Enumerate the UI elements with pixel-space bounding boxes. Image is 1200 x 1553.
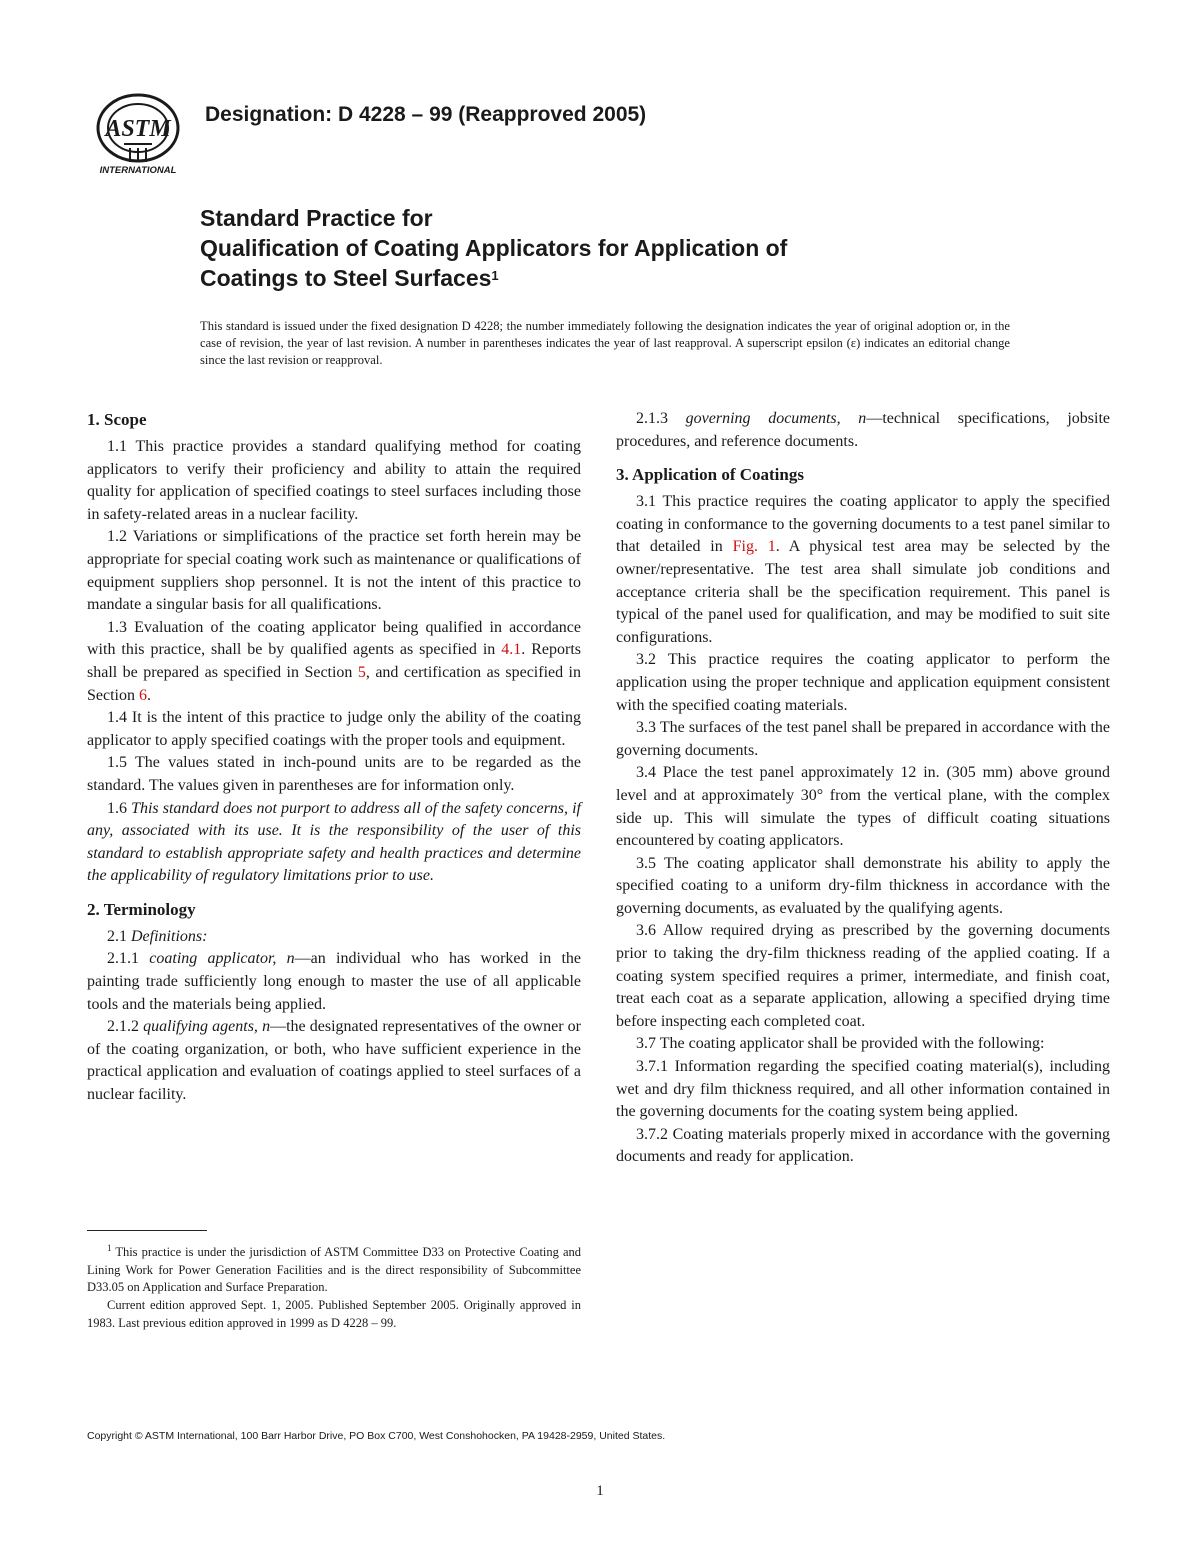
paragraph-2-1-3-number: 2.1.3 (636, 410, 686, 427)
paragraph-2-1-3 (616, 408, 1110, 453)
paragraph-1-3-text-a: 1.3 Evaluation of the coating applicator being qualified in accordance with this practice, shall be by qualified agents as specified in (87, 618, 581, 659)
paragraph-1-6-text: This standard does not purport to address all of the safety concerns, if any, associated with its use. It is the responsibility of the user of this standard to establish appropriate safety and health practices and determine the applicability of regulatory limitations prior to use. (87, 799, 582, 885)
paragraph-2-1-2-text: —the designated representatives of the owner or of the coating organization, or both, who have sufficient experience in the practical application and evaluation of coatings applied to steel surfaces of a nuclear facility. (87, 1018, 582, 1104)
paragraph-2-1-number: 2.1 (107, 927, 131, 945)
section-1-heading: 1. Scope (87, 410, 147, 429)
link-section-5[interactable]: 5 (357, 663, 366, 681)
paragraph-1-6 (87, 798, 581, 888)
paragraph-2-1-3-text: —technical specifications, jobsite procedures, and reference documents. (616, 410, 1111, 450)
page-number: 1 (596, 1483, 604, 1499)
footnote-1 (87, 1240, 581, 1297)
footnote-1-mark: 1 (107, 1243, 112, 1253)
paragraph-1-3 (87, 617, 581, 707)
footnote-divider (87, 1230, 207, 1231)
paragraph-3-5: 3.5 The coating applicator shall demonstrate his ability to apply the specified coating to a uniform dry-film thickness in accordance with the governing documents, as evaluated by the qualifying agents. (616, 854, 1110, 917)
section-2-heading: 2. Terminology (87, 899, 196, 919)
paragraph-2-1-1-term: coating applicator, n (149, 950, 295, 968)
paragraph-2-1-1-text: —an individual who has worked in the painting trade sufficiently long enough to master the use of all applicable tools and the materials being applied. (87, 950, 582, 1013)
paragraph-1-4: 1.4 It is the intent of this practice to judge only the ability of the coating applicator to apply specified coatings with the proper tools and equipment. (87, 709, 581, 749)
paragraph-2-1-1 (87, 948, 581, 1016)
footnote-edition: Current edition approved Sept. 1, 2005. Published September 2005. Originally approved in 1983. Last previous edition approved in 1999 as D 4228 – 99. (87, 1297, 581, 1330)
paragraph-2-1-1-number: 2.1.1 (107, 950, 150, 968)
astm-international-logo-icon (86, 92, 190, 176)
paragraph-2-1-2-term: qualifying agents, n (143, 1018, 271, 1036)
paragraph-3-4: 3.4 Place the test panel approximately 12 in. (305 mm) above ground level and at approximately 30° from the vertical plane, with the complex side up. This will simulate the types of difficult coating situations encountered by coating applicators. (616, 764, 1110, 850)
title-line-3-text: Coatings to Steel Surfaces (200, 265, 492, 291)
paragraph-3-6: 3.6 Allow required drying as prescribed by the governing documents prior to taking the dry-film thickness reading of the applied coating. If a coating system specified requires a primer, intermediate, and finish coat, treat each coat as a separate application, allowing a specified drying time before inspecting each completed coat. (616, 922, 1110, 1030)
link-section-4-1[interactable]: 4.1 (501, 641, 522, 659)
issuance-note: This standard is issued under the fixed designation D 4228; the number immediately following the designation indicates the year of original adoption or, in the case of revision, the year of last revision. A number in parentheses indicates the year of last reapproval. A superscript epsilon (ε) indicates an editorial change since the last revision or reapproval. (200, 319, 1010, 368)
paragraph-3-2: 3.2 This practice requires the coating applicator to perform the application using the proper technique and application equipment consistent with the specified coating materials. (616, 651, 1110, 714)
paragraph-2-1-2-number: 2.1.2 (107, 1018, 144, 1036)
paragraph-1-2: 1.2 Variations or simplifications of the practice set forth herein may be appropriate for special coating work such as maintenance or qualifications of equipment suppliers shop personnel. It is not the intent of this practice to mandate a singular basis for all qualifications. (87, 528, 581, 614)
paragraph-2-1-term: Definitions: (131, 927, 208, 945)
footnotes (87, 1240, 581, 1332)
right-column (616, 408, 1110, 1169)
paragraph-3-1-text-b: . A physical test area may be selected by the owner/representative. The test area shall simulate job conditions and acceptance criteria shall be the specification requirement. This panel is typical of the panel used for qualification, and may be modified to suit site configurations. (616, 538, 1111, 646)
title-footnote-mark: 1 (491, 268, 499, 283)
footnote-1-text: This practice is under the jurisdiction of ASTM Committee D33 on Protective Coating and Lining Work for Power Generation Facilities and is the direct responsibility of Subcommittee D33.05 on Application and Surface Preparation. (87, 1245, 581, 1295)
copyright-notice: Copyright © ASTM International, 100 Barr Harbor Drive, PO Box C700, West Conshohocken, PA 19428-2959, United States. (87, 1430, 666, 1442)
paragraph-3-3: 3.3 The surfaces of the test panel shall be prepared in accordance with the governing documents. (616, 719, 1110, 759)
paragraph-3-7-2: 3.7.2 Coating materials properly mixed in accordance with the governing documents and ready for application. (616, 1125, 1110, 1166)
designation: Designation: D 4228 – 99 (Reapproved 2005) (205, 103, 647, 126)
paragraph-1-3-text-d: . (147, 686, 151, 704)
link-section-6[interactable]: 6 (139, 686, 147, 704)
logo-text-top: ASTM (105, 116, 171, 142)
paragraph-1-3-text-c: , and certification as specified in Section (87, 663, 582, 704)
left-column (87, 408, 581, 1107)
paragraph-1-3-text-b: . Reports shall be prepared as specified in Section (87, 641, 581, 681)
logo-text-bottom: INTERNATIONAL (99, 165, 177, 176)
paragraph-1-6-number: 1.6 (107, 799, 132, 817)
paragraph-1-5: 1.5 The values stated in inch-pound units are to be regarded as the standard. The values given in parentheses are for information only. (87, 754, 581, 794)
paragraph-3-1 (616, 491, 1110, 649)
astm-logo (86, 92, 190, 176)
title-line-1: Standard Practice for (200, 205, 433, 231)
paragraph-1-1: 1.1 This practice provides a standard qualifying method for coating applicators to verify their proficiency and ability to attain the required quality for application of specified coatings to steel surfaces including those in safety-related areas in a nuclear facility. (87, 438, 581, 523)
title-line-3 (200, 263, 1100, 293)
paragraph-2-1 (87, 926, 581, 949)
paragraph-2-1-2 (87, 1016, 581, 1106)
link-figure-1[interactable]: Fig. 1 (732, 538, 776, 556)
paragraph-3-1-text-a: 3.1 This practice requires the coating applicator to apply the specified coating in conformance to the governing documents to a test panel similar to that detailed in (616, 493, 1110, 556)
section-3-heading: 3. Application of Coatings (616, 465, 804, 485)
paragraph-3-7: 3.7 The coating applicator shall be provided with the following: (636, 1035, 1045, 1053)
title-block (200, 203, 1100, 293)
title-line-2: Qualification of Coating Applicators for Application of (200, 235, 788, 261)
paragraph-2-1-3-term: governing documents, n (685, 410, 867, 427)
paragraph-3-7-1: 3.7.1 Information regarding the specified coating material(s), including wet and dry film thickness required, and all other information contained in the governing documents for the coating system being applied. (616, 1058, 1110, 1121)
